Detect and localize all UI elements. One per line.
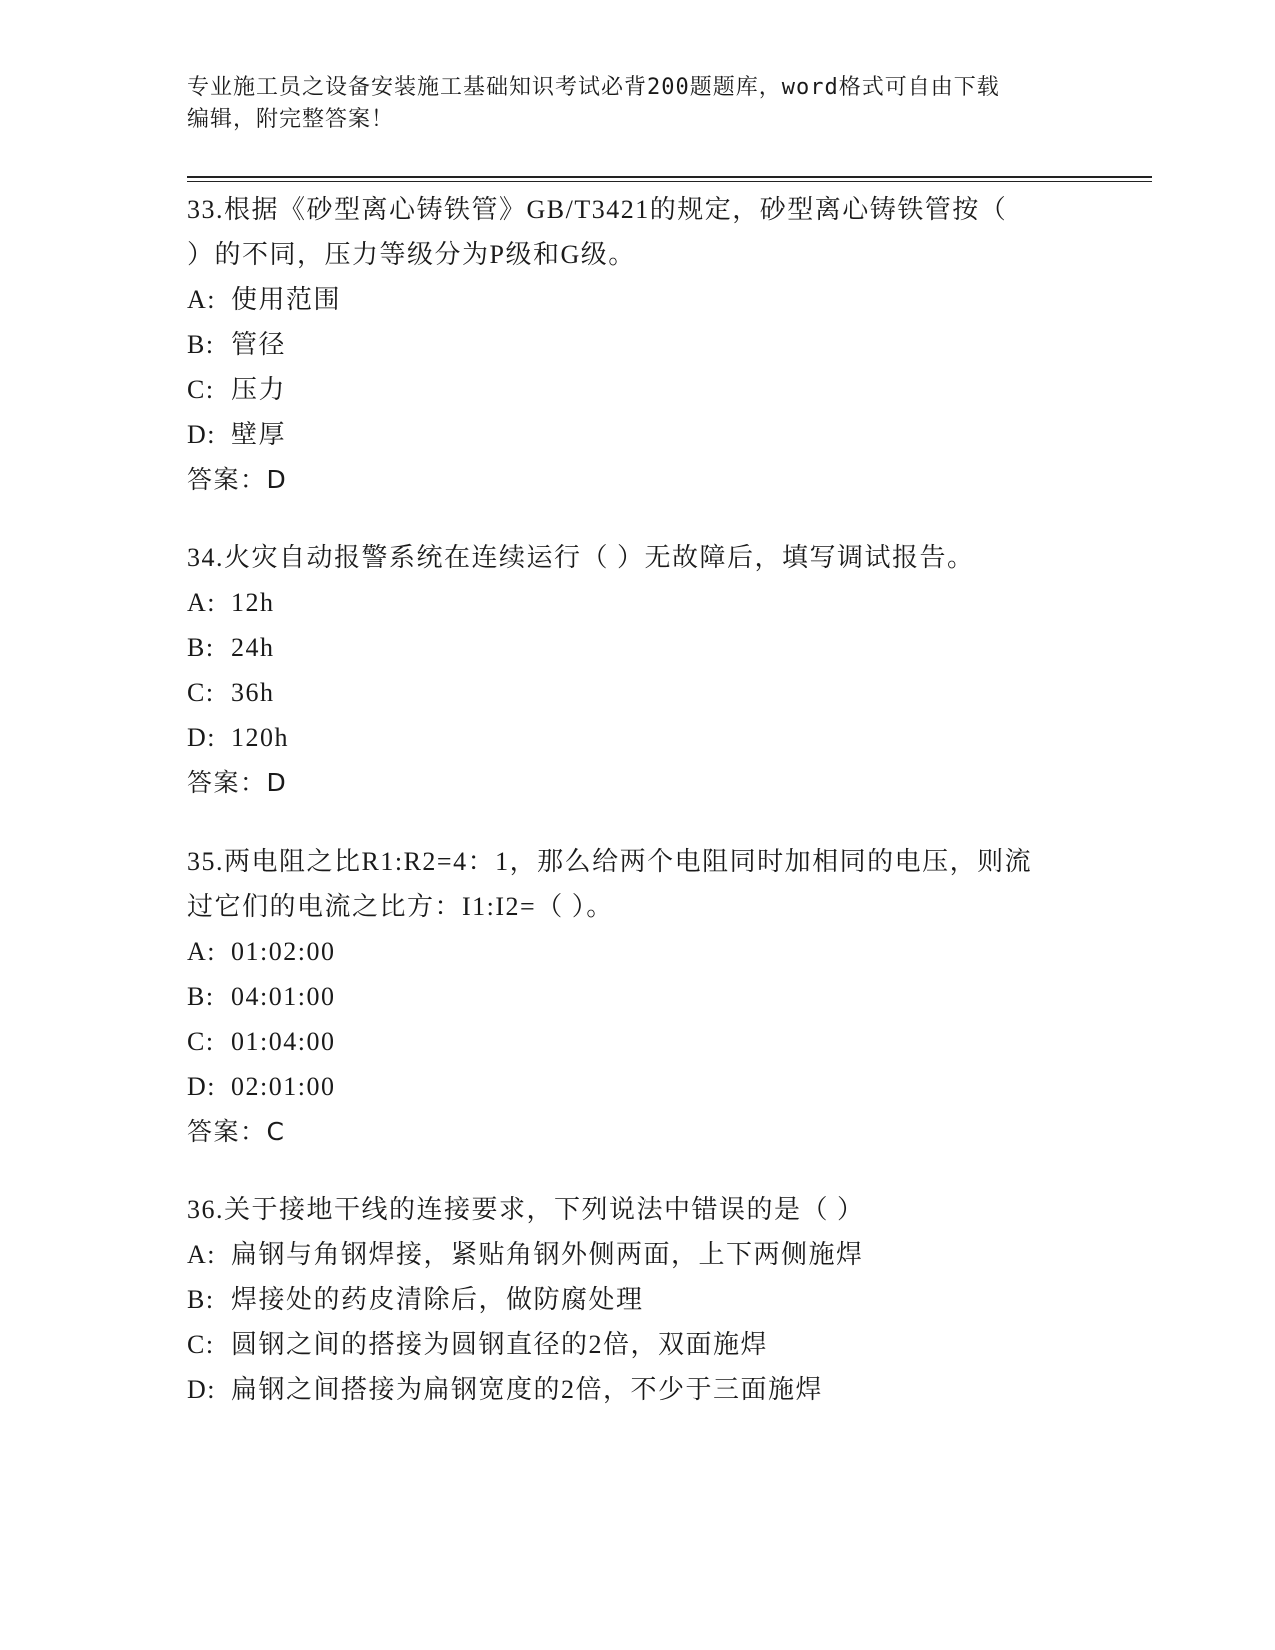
question-stem-line-2: 过它们的电流之比方：I1:I2=（ ）。: [187, 892, 614, 921]
question-33: [187, 187, 1087, 502]
option-letter: A:: [187, 588, 216, 617]
question-35: [187, 839, 1087, 1154]
question-stem-line-1: 33.根据《砂型离心铸铁管》GB/T3421的规定，砂型离心铸铁管按（: [187, 195, 1008, 224]
question-stem-line-2: ）的不同，压力等级分为P级和G级。: [187, 240, 636, 269]
document-header: [187, 72, 1087, 136]
question-34: [187, 535, 1087, 805]
option-text: 管径: [231, 330, 287, 359]
header-divider-thick: [187, 176, 1152, 178]
option-b: [187, 974, 1087, 1019]
option-letter: C:: [187, 1330, 215, 1359]
option-text: 使用范围: [231, 285, 342, 314]
option-letter: A:: [187, 937, 216, 966]
question-stem-line-1: 36.关于接地干线的连接要求，下列说法中错误的是（ ）: [187, 1195, 865, 1224]
option-letter: B:: [187, 633, 215, 662]
question-36: [187, 1187, 1087, 1412]
option-d: [187, 1367, 1087, 1412]
option-text: 01:02:00: [231, 937, 336, 966]
option-text: 扁钢之间搭接为扁钢宽度的2倍，不少于三面施焊: [231, 1375, 824, 1404]
answer-line: 答案：C: [187, 1117, 286, 1146]
header-divider-thin: [187, 181, 1152, 182]
option-text: 压力: [231, 375, 287, 404]
option-b: [187, 322, 1087, 367]
option-letter: A:: [187, 285, 216, 314]
header-line-1: 专业施工员之设备安装施工基础知识考试必背200题题库，word格式可自由下载: [187, 75, 1000, 100]
option-letter: C:: [187, 678, 215, 707]
option-letter: B:: [187, 1285, 215, 1314]
option-letter: C:: [187, 375, 215, 404]
option-text: 焊接处的药皮清除后，做防腐处理: [231, 1285, 644, 1314]
option-letter: A:: [187, 1240, 216, 1269]
option-b: [187, 625, 1087, 670]
option-d: [187, 412, 1087, 457]
option-letter: D:: [187, 420, 216, 449]
header-line-2: 编辑，附完整答案！: [187, 107, 395, 132]
option-a: [187, 277, 1087, 322]
question-stem-line-1: 35.两电阻之比R1:R2=4：1，那么给两个电阻同时加相同的电压，则流: [187, 847, 1033, 876]
question-stem-line-1: 34.火灾自动报警系统在连续运行（ ）无故障后，填写调试报告。: [187, 543, 975, 572]
answer-line: 答案：D: [187, 768, 288, 797]
option-c: [187, 1322, 1087, 1367]
option-letter: B:: [187, 982, 215, 1011]
option-text: 120h: [231, 723, 289, 752]
option-letter: C:: [187, 1027, 215, 1056]
option-c: [187, 670, 1087, 715]
option-text: 04:01:00: [231, 982, 336, 1011]
option-c: [187, 367, 1087, 412]
option-letter: B:: [187, 330, 215, 359]
option-c: [187, 1019, 1087, 1064]
option-text: 24h: [231, 633, 275, 662]
option-d: [187, 715, 1087, 760]
answer-line: 答案：D: [187, 465, 288, 494]
option-text: 12h: [231, 588, 275, 617]
option-a: [187, 1232, 1087, 1277]
option-text: 扁钢与角钢焊接，紧贴角钢外侧两面，上下两侧施焊: [231, 1240, 864, 1269]
option-text: 36h: [231, 678, 275, 707]
option-b: [187, 1277, 1087, 1322]
option-a: [187, 929, 1087, 974]
option-text: 01:04:00: [231, 1027, 336, 1056]
option-text: 02:01:00: [231, 1072, 336, 1101]
option-d: [187, 1064, 1087, 1109]
option-text: 圆钢之间的搭接为圆钢直径的2倍，双面施焊: [231, 1330, 769, 1359]
option-letter: D:: [187, 723, 216, 752]
option-letter: D:: [187, 1375, 216, 1404]
option-text: 壁厚: [231, 420, 287, 449]
option-letter: D:: [187, 1072, 216, 1101]
option-a: [187, 580, 1087, 625]
